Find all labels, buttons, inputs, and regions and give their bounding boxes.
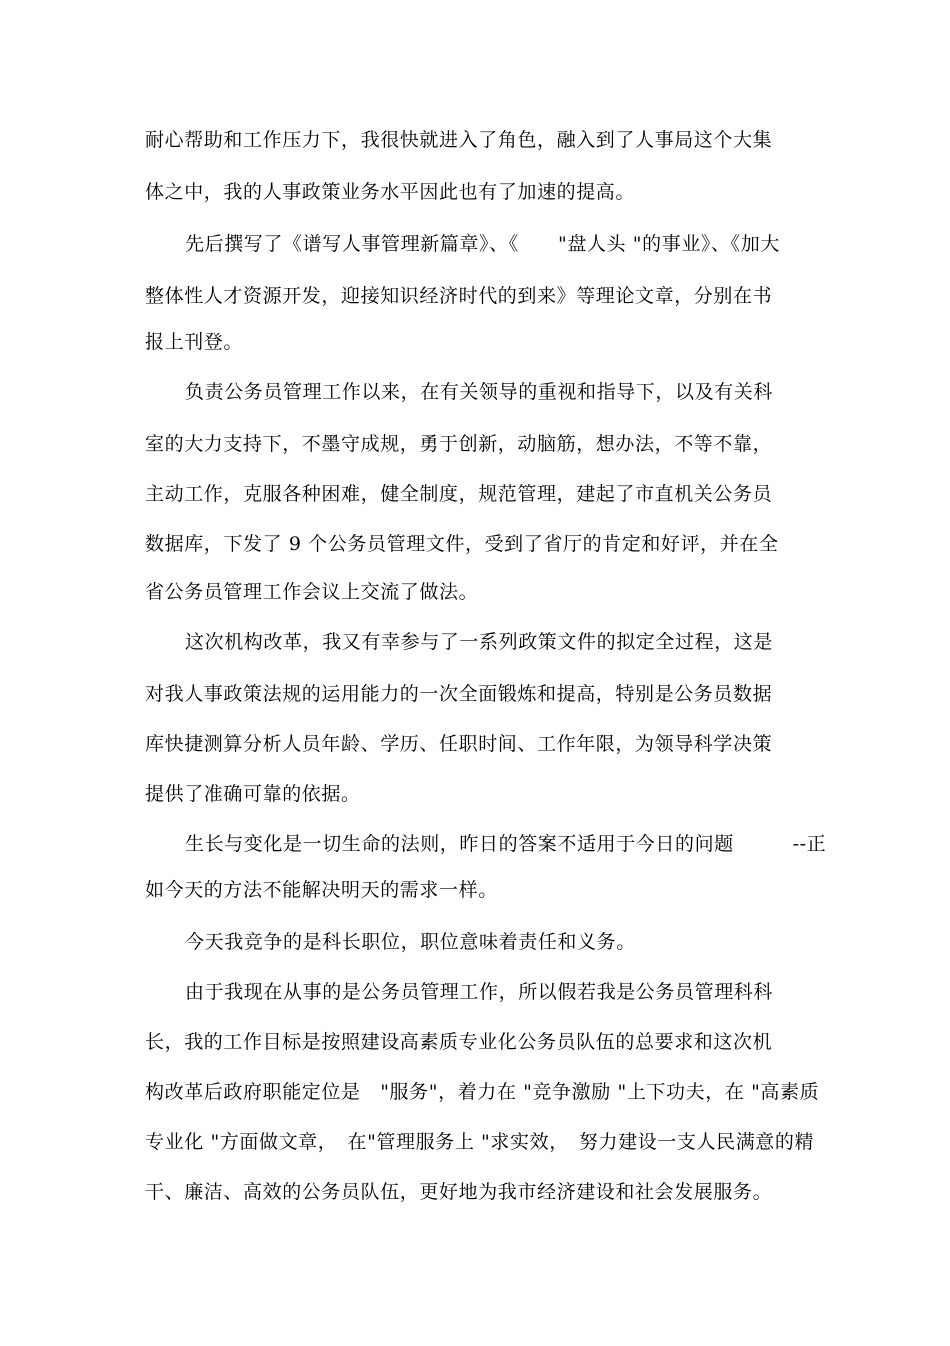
text-line: 主动工作，克服各种困难，健全制度，规范管理，建起了市直机关公务员	[145, 483, 773, 505]
paragraph-start-line: 生长与变化是一切生命的法则，昨日的答案不适用于今日的问题 --正	[185, 833, 827, 855]
text-line: 专业化 "方面做文章， 在"管理服务上 "求实效， 努力建设一支人民满意的精	[145, 1131, 815, 1153]
text-line: 对我人事政策法规的运用能力的一次全面锻炼和提高，特别是公务员数据	[145, 683, 773, 705]
text-line: 整体性人才资源开发，迎接知识经济时代的到来》等理论文章，分别在书	[145, 285, 773, 307]
text-line: 长，我的工作目标是按照建设高素质专业化公务员队伍的总要求和这次机	[145, 1031, 773, 1053]
text-line: 报上刊登。	[145, 331, 244, 353]
text-line: 室的大力支持下，不墨守成规，勇于创新，动脑筋，想办法，不等不靠，	[145, 433, 773, 455]
text-line: 库快捷测算分析人员年龄、学历、任职时间、工作年限，为领导科学决策	[145, 733, 773, 755]
paragraph-start-line: 由于我现在从事的是公务员管理工作，所以假若我是公务员管理科科	[185, 981, 774, 1003]
text-line: 省公务员管理工作会议上交流了做法。	[145, 581, 479, 603]
text-line: 干、廉洁、高效的公务员队伍，更好地为我市经济建设和社会发展服务。	[145, 1181, 773, 1203]
text-line: 如今天的方法不能解决明天的需求一样。	[145, 879, 498, 901]
text-line: 耐心帮助和工作压力下，我很快就进入了角色，融入到了人事局这个大集	[145, 129, 773, 151]
paragraph-start-line: 先后撰写了《谱写人事管理新篇章》、《 "盘人头 "的事业》、《加大	[185, 233, 780, 255]
text-line: 数据库，下发了 9 个公务员管理文件，受到了省厅的肯定和好评，并在全	[145, 533, 779, 555]
text-line: 提供了准确可靠的依据。	[145, 783, 361, 805]
paragraph-start-line: 今天我竞争的是科长职位，职位意味着责任和义务。	[185, 931, 636, 953]
text-line: 构改革后政府职能定位是 "服务"，着力在 "竞争激励 "上下功夫，在 "高素质	[145, 1081, 820, 1103]
paragraph-start-line: 这次机构改革，我又有幸参与了一系列政策文件的拟定全过程，这是	[185, 631, 774, 653]
paragraph-start-line: 负责公务员管理工作以来，在有关领导的重视和指导下，以及有关科	[185, 381, 774, 403]
text-line: 体之中，我的人事政策业务水平因此也有了加速的提高。	[145, 181, 636, 203]
